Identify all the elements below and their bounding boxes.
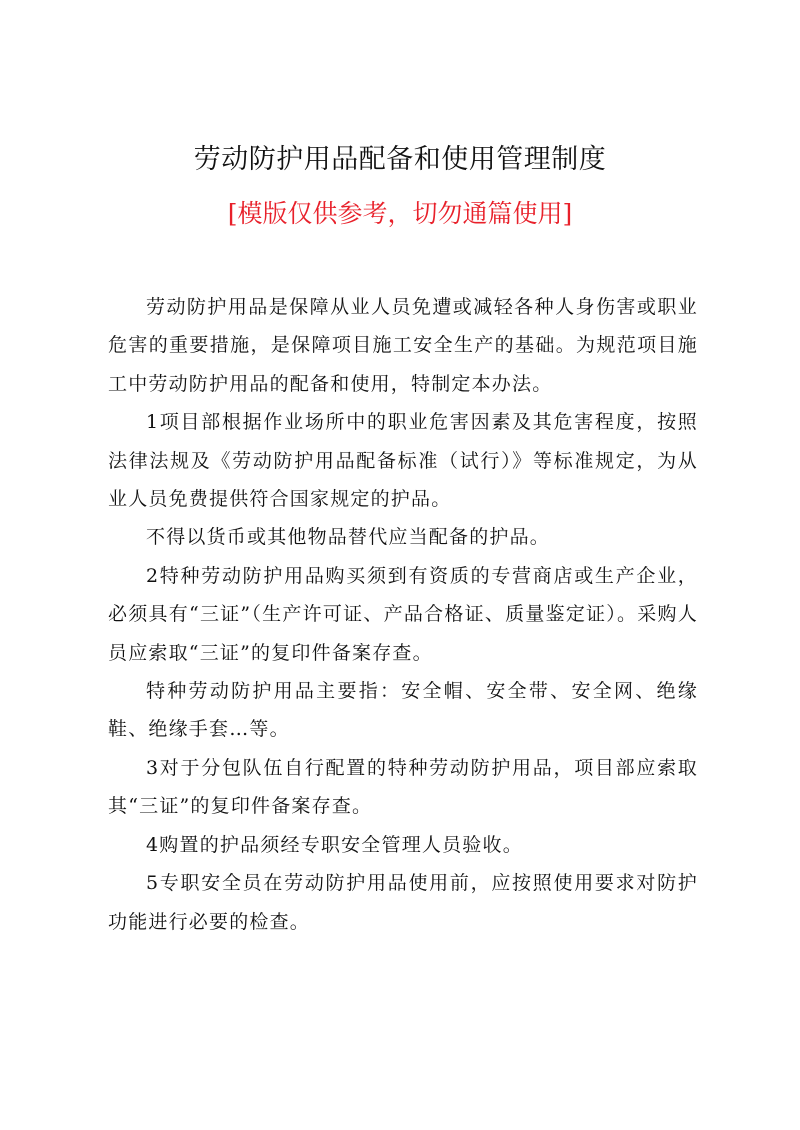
paragraph-2: 2特种劳动防护用品购买须到有资质的专营商店或生产企业，必须具有“三证”（生产许可证、产品合格证、质量鉴定证）。采购人员应索取“三证”的复印件备案存查。 (108, 564, 698, 664)
paragraph-2-note: 特种劳动防护用品主要指：安全帽、安全带、安全网、绝缘鞋、绝缘手套…等。 (108, 680, 698, 741)
paragraph-3: 3对于分包队伍自行配置的特种劳动防护用品，项目部应索取其“三证”的复印件备案存查。 (108, 756, 698, 818)
document-body (108, 288, 698, 941)
paragraph-4: 4购置的护品须经专职安全管理人员验收。 (146, 833, 523, 856)
paragraph-1-note: 不得以货币或其他物品替代应当配备的护品。 (146, 526, 551, 549)
paragraph-1: 1项目部根据作业场所中的职业危害因素及其危害程度，按照法律法规及《劳动防护用品配备标准（试行）》等标准规定，为从业人员免费提供符合国家规定的护品。 (108, 411, 698, 511)
document-title: 劳动防护用品配备和使用管理制度 (193, 144, 607, 175)
paragraph-intro: 劳动防护用品是保障从业人员免遭或减轻各种人身伤害或职业危害的重要措施，是保障项目施工安全生产的基础。为规范项目施工中劳动防护用品的配备和使用，特制定本办法。 (108, 296, 698, 395)
template-notice: [模版仅供参考，切勿通篇使用] (227, 199, 573, 228)
paragraph-5: 5专职安全员在劳动防护用品使用前，应按照使用要求对防护功能进行必要的检查。 (108, 872, 698, 933)
